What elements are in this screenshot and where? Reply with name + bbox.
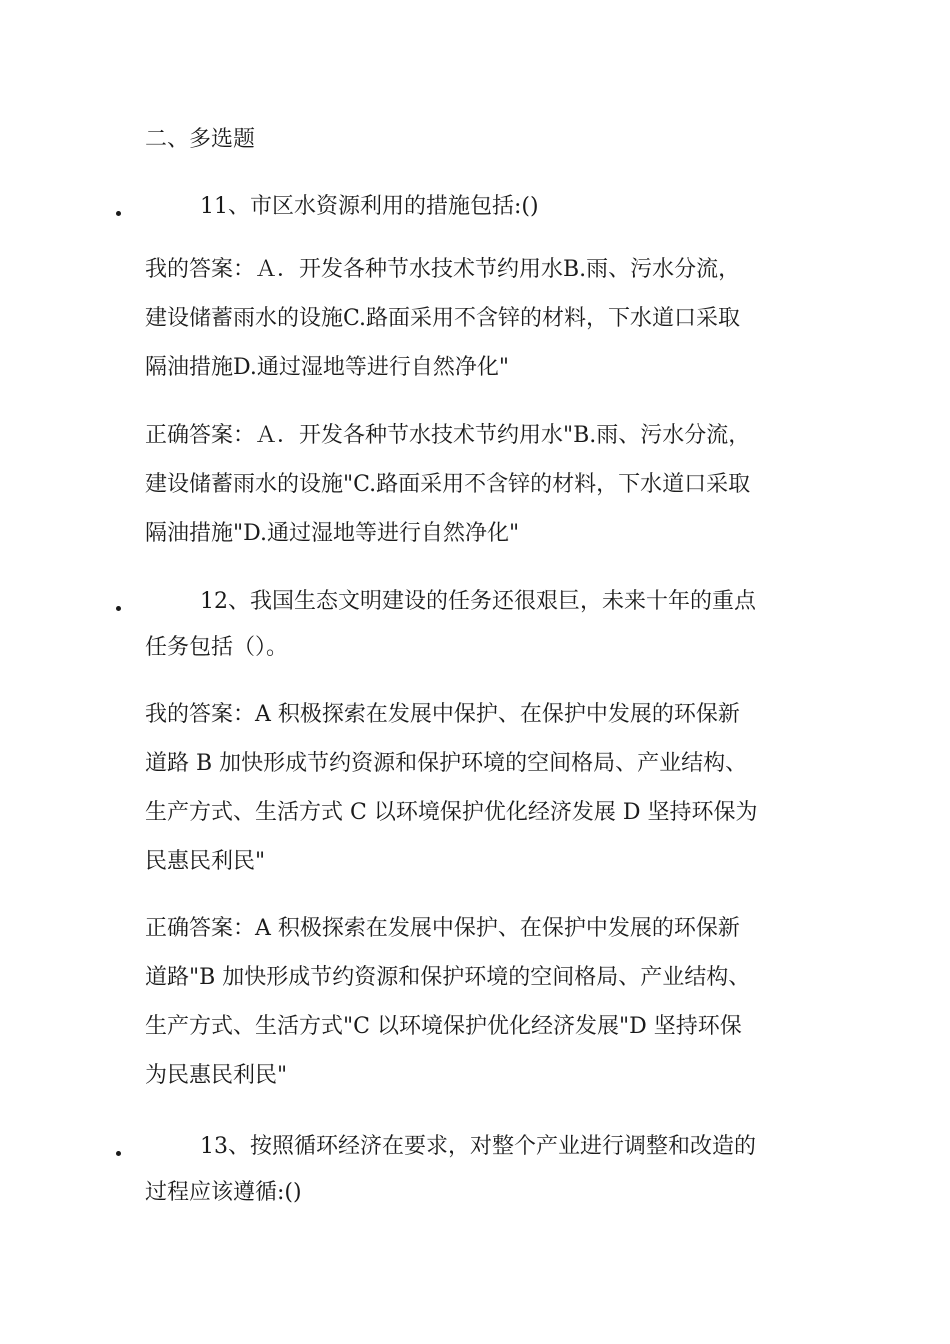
bullet-dot bbox=[116, 606, 121, 611]
answer-line: 隔油措施"D.通过湿地等进行自然净化" bbox=[145, 521, 520, 546]
question-13-stem-cont: 过程应该遵循:() bbox=[145, 1180, 302, 1205]
answer-line: 为民惠民利民" bbox=[145, 1063, 288, 1088]
answer-line: 生产方式、生活方式 C 以环境保护优化经济发展 D 坚持环保为 bbox=[145, 800, 758, 825]
bullet-dot bbox=[116, 211, 121, 216]
answer-line: 建设储蓄雨水的设施"C.路面采用不含锌的材料，下水道口采取 bbox=[145, 472, 751, 497]
answer-line: 我的答案：A 积极探索在发展中保护、在保护中发展的环保新 bbox=[145, 702, 740, 727]
answer-line: 建设储蓄雨水的设施C.路面采用不含锌的材料，下水道口采取 bbox=[145, 306, 741, 331]
answer-line: 生产方式、生活方式"C 以环境保护优化经济发展"D 坚持环保 bbox=[145, 1014, 742, 1039]
question-12-stem: 12、我国生态文明建设的任务还很艰巨，未来十年的重点 bbox=[200, 589, 756, 614]
answer-line: 民惠民利民" bbox=[145, 849, 266, 874]
question-12-stem-cont: 任务包括（）。 bbox=[145, 635, 289, 660]
bullet-dot bbox=[116, 1151, 121, 1156]
answer-line: 正确答案：Ａ．开发各种节水技术节约用水"B.雨、污水分流， bbox=[145, 423, 751, 448]
answer-line: 正确答案：A 积极探索在发展中保护、在保护中发展的环保新 bbox=[145, 916, 740, 941]
answer-line: 我的答案：Ａ．开发各种节水技术节约用水B.雨、污水分流， bbox=[145, 257, 741, 282]
question-13-stem: 13、按照循环经济在要求，对整个产业进行调整和改造的 bbox=[200, 1134, 756, 1159]
answer-line: 隔油措施D.通过湿地等进行自然净化" bbox=[145, 355, 509, 380]
question-11-stem: 11、市区水资源利用的措施包括:() bbox=[200, 194, 539, 219]
answer-line: 道路"B 加快形成节约资源和保护环境的空间格局、产业结构、 bbox=[145, 965, 751, 990]
section-title: 二、多选题 bbox=[145, 127, 256, 152]
answer-line: 道路 B 加快形成节约资源和保护环境的空间格局、产业结构、 bbox=[145, 751, 748, 776]
